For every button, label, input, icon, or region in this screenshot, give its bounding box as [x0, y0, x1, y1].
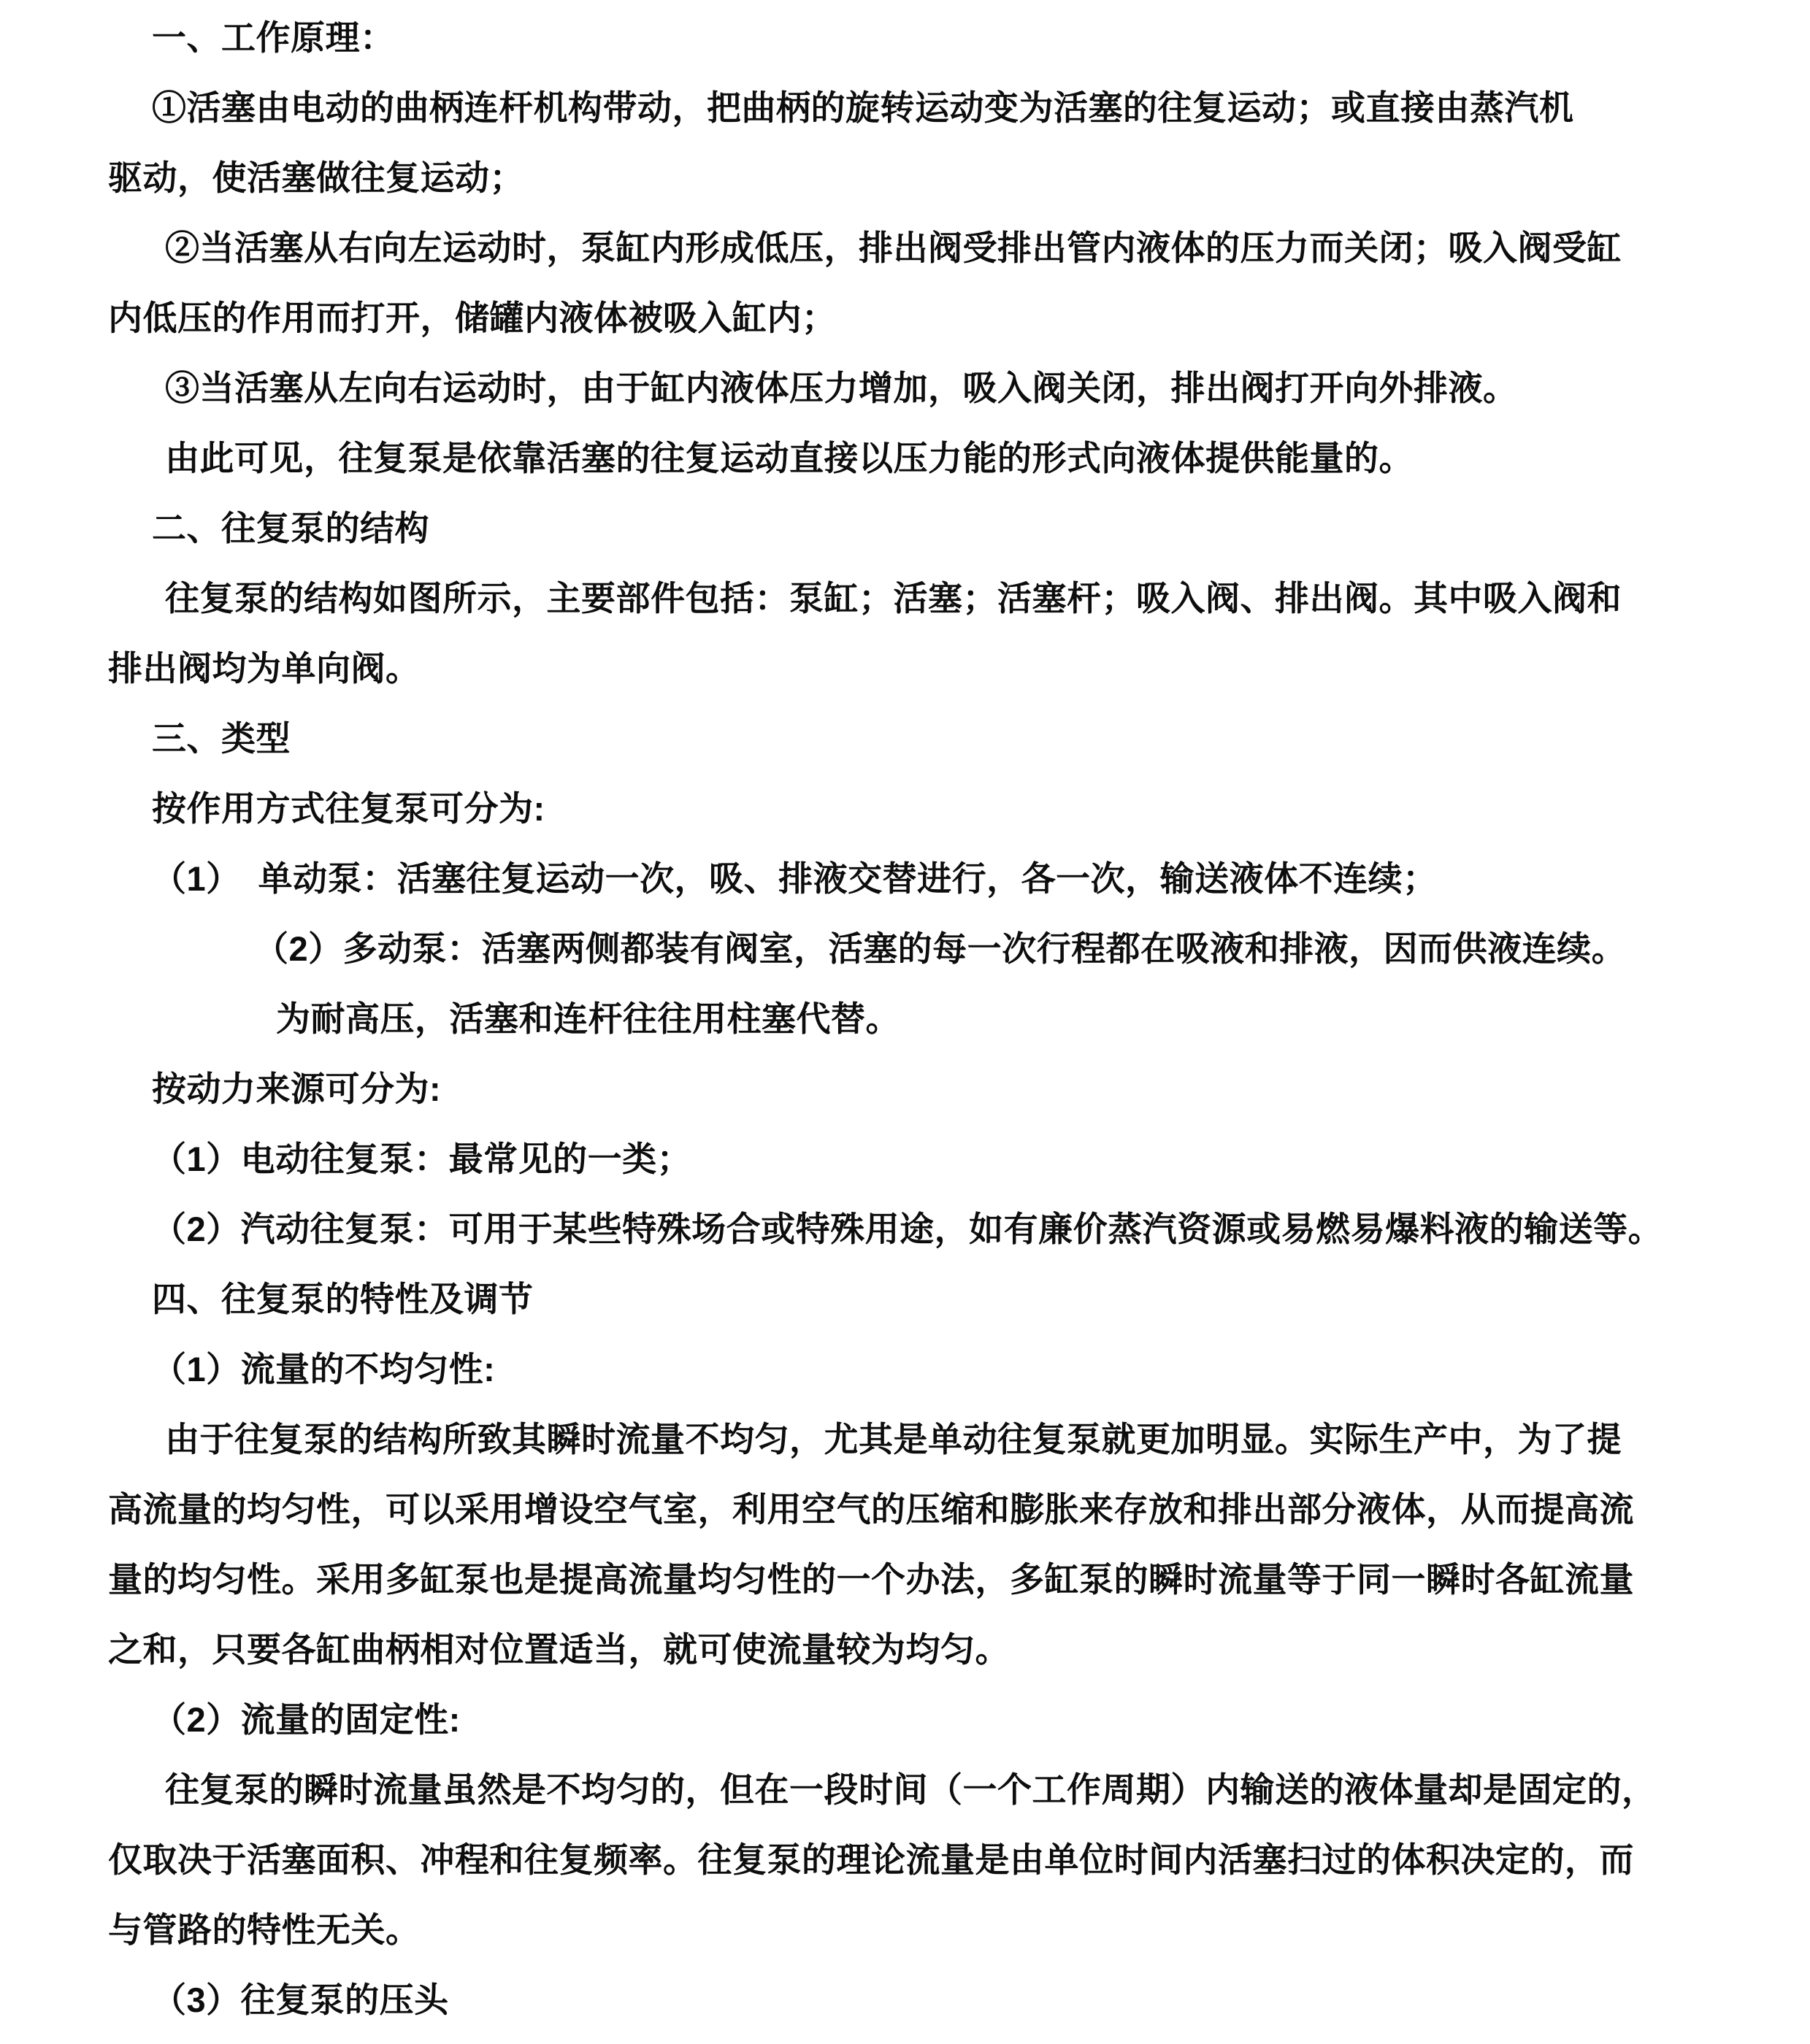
doc-line-single-pump: （1） 单动泵：活塞往复运动一次，吸、排液交替进行，各一次，输送液体不连续； [152, 859, 1438, 898]
doc-line-heading-2: 二、往复泵的结构 [152, 509, 429, 548]
doc-line-flow-unevenness: （1）流量的不均匀性: [152, 1350, 496, 1388]
doc-line-principle-2-cont: 内低压的作用而打开，储罐内液体被吸入缸内； [108, 299, 837, 337]
doc-line-principle-2: ②当活塞从右向左运动时，泵缸内形成低压，排出阀受排出管内液体的压力而关闭；吸入阀受缸 [165, 228, 1622, 267]
doc-line-pump-head: （3）往复泵的压头 [152, 1980, 449, 2019]
doc-line-flow-para-3: 量的均匀性。采用多缸泵也是提高流量均匀性的一个办法，多缸泵的瞬时流量等于同一瞬时各缸流量 [108, 1560, 1634, 1599]
doc-line-heading-4: 四、往复泵的特性及调节 [152, 1280, 534, 1318]
doc-line-conclusion: 由此可见，往复泵是依靠活塞的往复运动直接以压力能的形式向液体提供能量的。 [165, 439, 1414, 477]
doc-line-steam-pump: （2）汽动往复泵：可用于某些特殊场合或特殊用途，如有廉价蒸汽资源或易燃易爆料液的输送等。 [152, 1210, 1663, 1248]
doc-line-structure: 往复泵的结构如图所示，主要部件包括：泵缸；活塞；活塞杆；吸入阀、排出阀。其中吸入阀和 [165, 579, 1622, 618]
doc-line-principle-3: ③当活塞从左向右运动时，由于缸内液体压力增加，吸入阀关闭，排出阀打开向外排液。 [165, 369, 1518, 407]
doc-line-flow-para-2: 高流量的均匀性，可以采用增设空气室，利用空气的压缩和膨胀来存放和排出部分液体，从而提高流 [108, 1490, 1634, 1529]
doc-line-electric-pump: （1）电动往复泵：最常见的一类； [152, 1140, 692, 1178]
doc-line-multi-pump: （2）多动泵：活塞两侧都装有阀室，活塞的每一次行程都在吸液和排液，因而供液连续。 [254, 929, 1627, 968]
doc-line-fixed-para-3: 与管路的特性无关。 [108, 1910, 421, 1949]
doc-line-fixed-para-1: 往复泵的瞬时流量虽然是不均匀的，但在一段时间（一个工作周期）内输送的液体量却是固定的， [165, 1770, 1657, 1809]
doc-line-flow-para-1: 由于往复泵的结构所致其瞬时流量不均匀，尤其是单动往复泵就更加明显。实际生产中，为了提 [165, 1420, 1622, 1459]
doc-line-multi-pump-cont: 为耐高压，活塞和连杆往往用柱塞代替。 [276, 999, 900, 1038]
doc-line-principle-1-cont: 驱动，使活塞做往复运动； [108, 158, 524, 197]
doc-line-by-power: 按动力来源可分为: [152, 1069, 442, 1108]
doc-line-structure-cont: 排出阀均为单向阀。 [108, 649, 421, 688]
doc-line-principle-1: ①活塞由电动的曲柄连杆机构带动，把曲柄的旋转运动变为活塞的往复运动；或直接由蒸汽机 [152, 88, 1574, 127]
doc-line-fixed-para-2: 仅取决于活塞面积、冲程和往复频率。往复泵的理论流量是由单位时间内活塞扫过的体积决定的，而 [108, 1840, 1634, 1879]
doc-line-heading-3: 三、类型 [152, 719, 291, 758]
doc-line-by-action: 按作用方式往复泵可分为: [152, 789, 545, 828]
doc-line-flow-para-4: 之和，只要各缸曲柄相对位置适当，就可使流量较为均匀。 [108, 1630, 1010, 1669]
doc-line-heading-1: 一、工作原理： [152, 18, 395, 57]
doc-line-flow-fixedness: （2）流量的固定性: [152, 1700, 461, 1739]
